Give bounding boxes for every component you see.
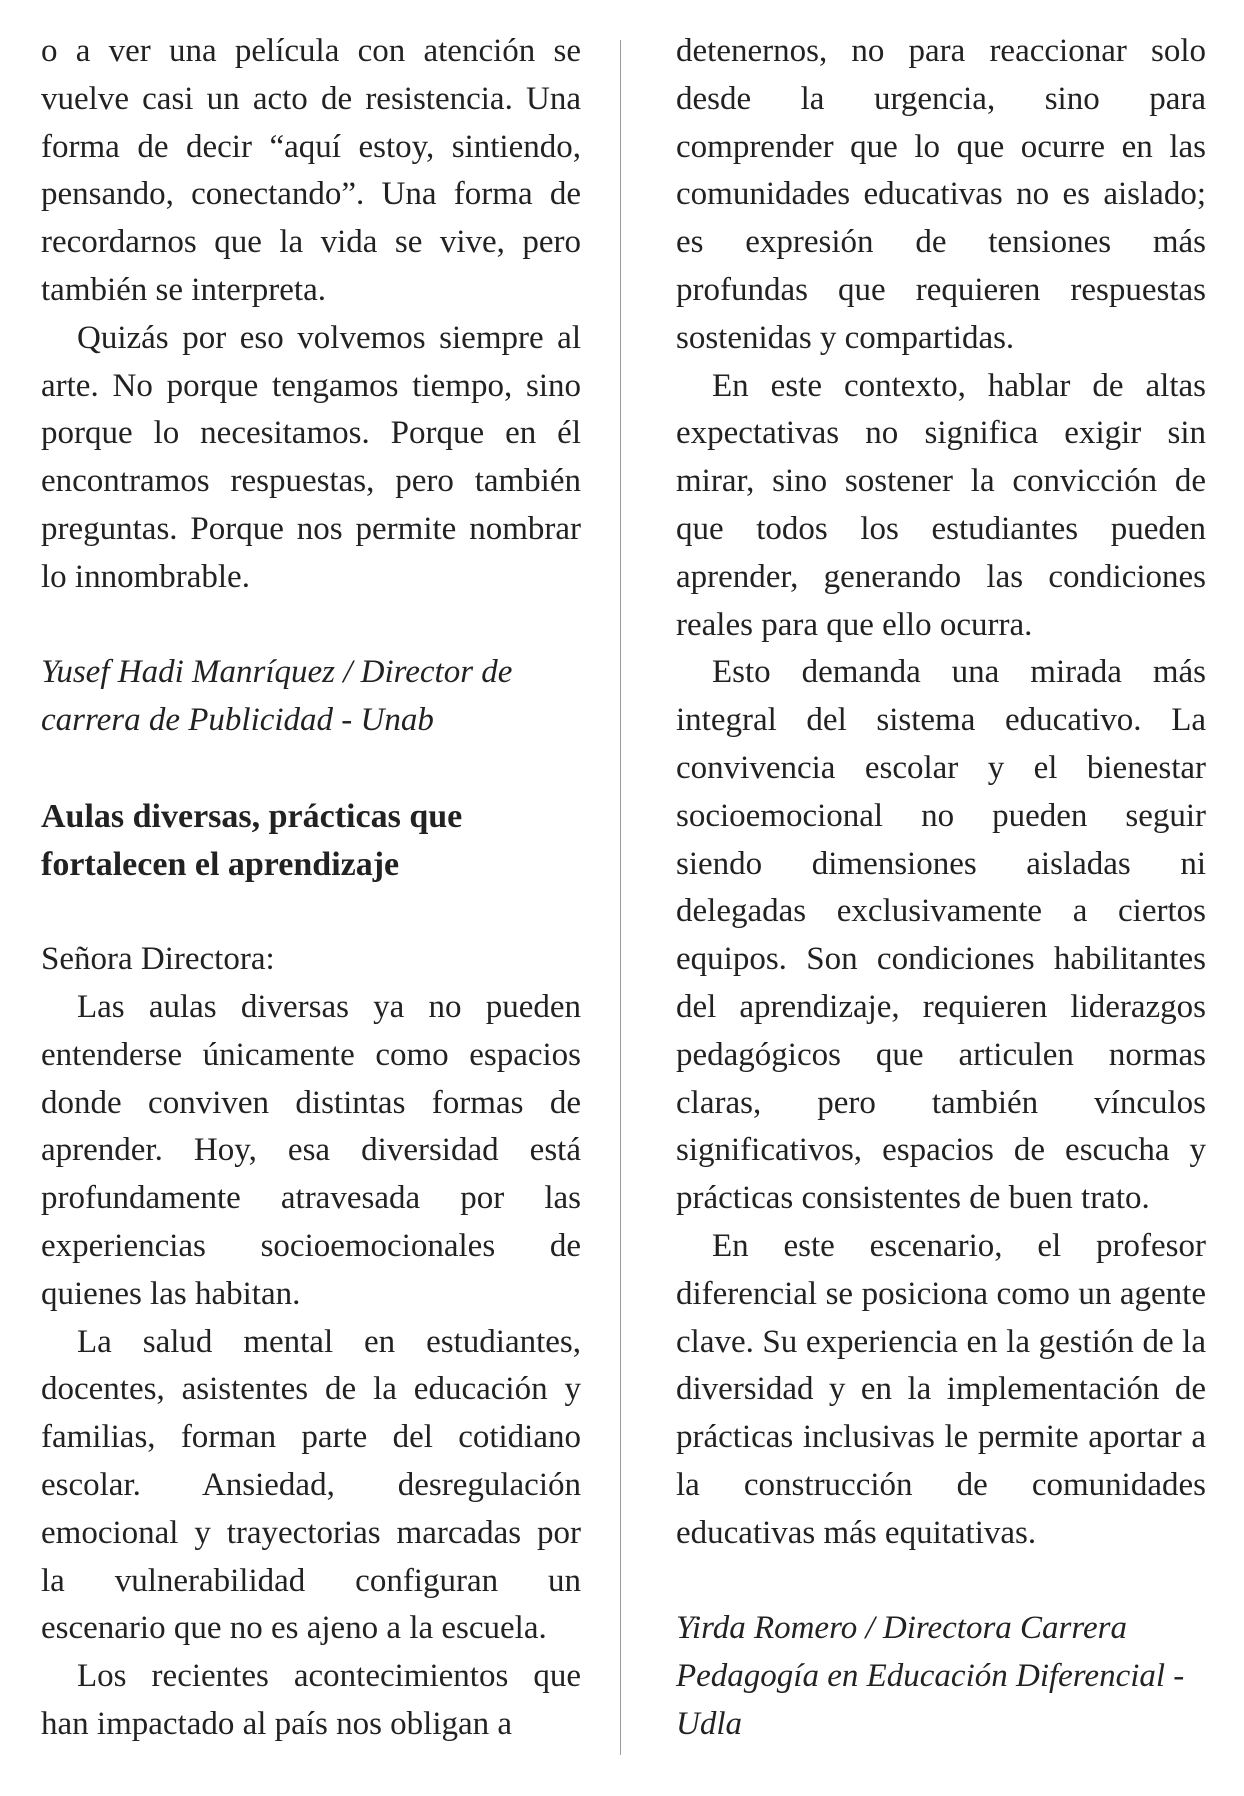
letter-headline [41, 793, 581, 889]
salutation: Señora Directora: [41, 941, 275, 978]
signature-yusef-hadi [41, 649, 581, 745]
signature-line: Yusef Hadi Manríquez / Director de [41, 654, 513, 691]
previous-letter-continuation: o a ver una película con atención se vuelve casi un acto de resistencia. Una forma de decir “aquí estoy, sintiendo, pensando, conectando”. Una forma de recordarnos que la vida se vive, pero también se interpreta. [41, 33, 581, 308]
right-column [676, 28, 1206, 1796]
column-divider [620, 40, 621, 1755]
letter-paragraph: Esto demanda una mirada más integral del sistema educativo. La convivencia escolar y el bienestar socioemocional no pueden seguir siendo dimensiones aisladas ni delegadas exclusivamente a ciertos equipos. Son condiciones habilitantes del aprendizaje, requieren liderazgos pedagógicos que articulen normas claras, pero también vínculos significativos, espacios de escucha y prácticas consistentes de buen trato. [676, 654, 1206, 1217]
signature-line: Yirda Romero / Directora Carrera [676, 1610, 1127, 1647]
previous-letter-paragraph: Quizás por eso volvemos siempre al arte. No porque tengamos tiempo, sino porque lo necesitamos. Porque en él encontramos respuestas, pero también preguntas. Porque nos permite nombrar lo innombrable. [41, 319, 581, 595]
letter-paragraph: En este contexto, hablar de altas expectativas no significa exigir sin mirar, sino sostener la convicción de que todos los estudiantes pueden aprender, generando las condiciones reales para que ello ocurra. [676, 367, 1206, 643]
left-column [41, 28, 581, 1749]
letter-paragraph-continuation: detenernos, no para reaccionar solo desde la urgencia, sino para comprender que lo que ocurre en las comunidades educativas no es aislado; es expresión de tensiones más profundas que requieren respuestas sostenidas y compartidas. [676, 33, 1206, 356]
signature-line: Udla [676, 1705, 742, 1742]
headline-line: Aulas diversas, prácticas que [41, 797, 463, 835]
letter-paragraph: La salud mental en estudiantes, docentes, asistentes de la educación y familias, forman parte del cotidiano escolar. Ansiedad, desregulación emocional y trayectorias marcadas por la vulnerabilidad configuran un escenario que no es ajeno a la escuela. [41, 1323, 581, 1647]
letter-paragraph: Los recientes acontecimientos que han impactado al país nos obligan a [41, 1658, 581, 1742]
letter-paragraph: En este escenario, el profesor diferencial se posiciona como un agente clave. Su experiencia en la gestión de la diversidad y en la implementación de prácticas inclusivas le permite aportar a la construcción de comunidades educativas más equitativas. [676, 1227, 1206, 1551]
headline-line: fortalecen el aprendizaje [41, 845, 400, 883]
signature-line: Pedagogía en Educación Diferencial - [676, 1658, 1185, 1695]
letter-paragraph: Las aulas diversas ya no pueden entenderse únicamente como espacios donde conviven distintas formas de aprender. Hoy, esa diversidad está profundamente atravesada por las experiencias socioemocionales de quienes las habitan. [41, 988, 581, 1312]
signature-yirda-romero [676, 1605, 1206, 1748]
signature-line: carrera de Publicidad - Unab [41, 702, 434, 739]
